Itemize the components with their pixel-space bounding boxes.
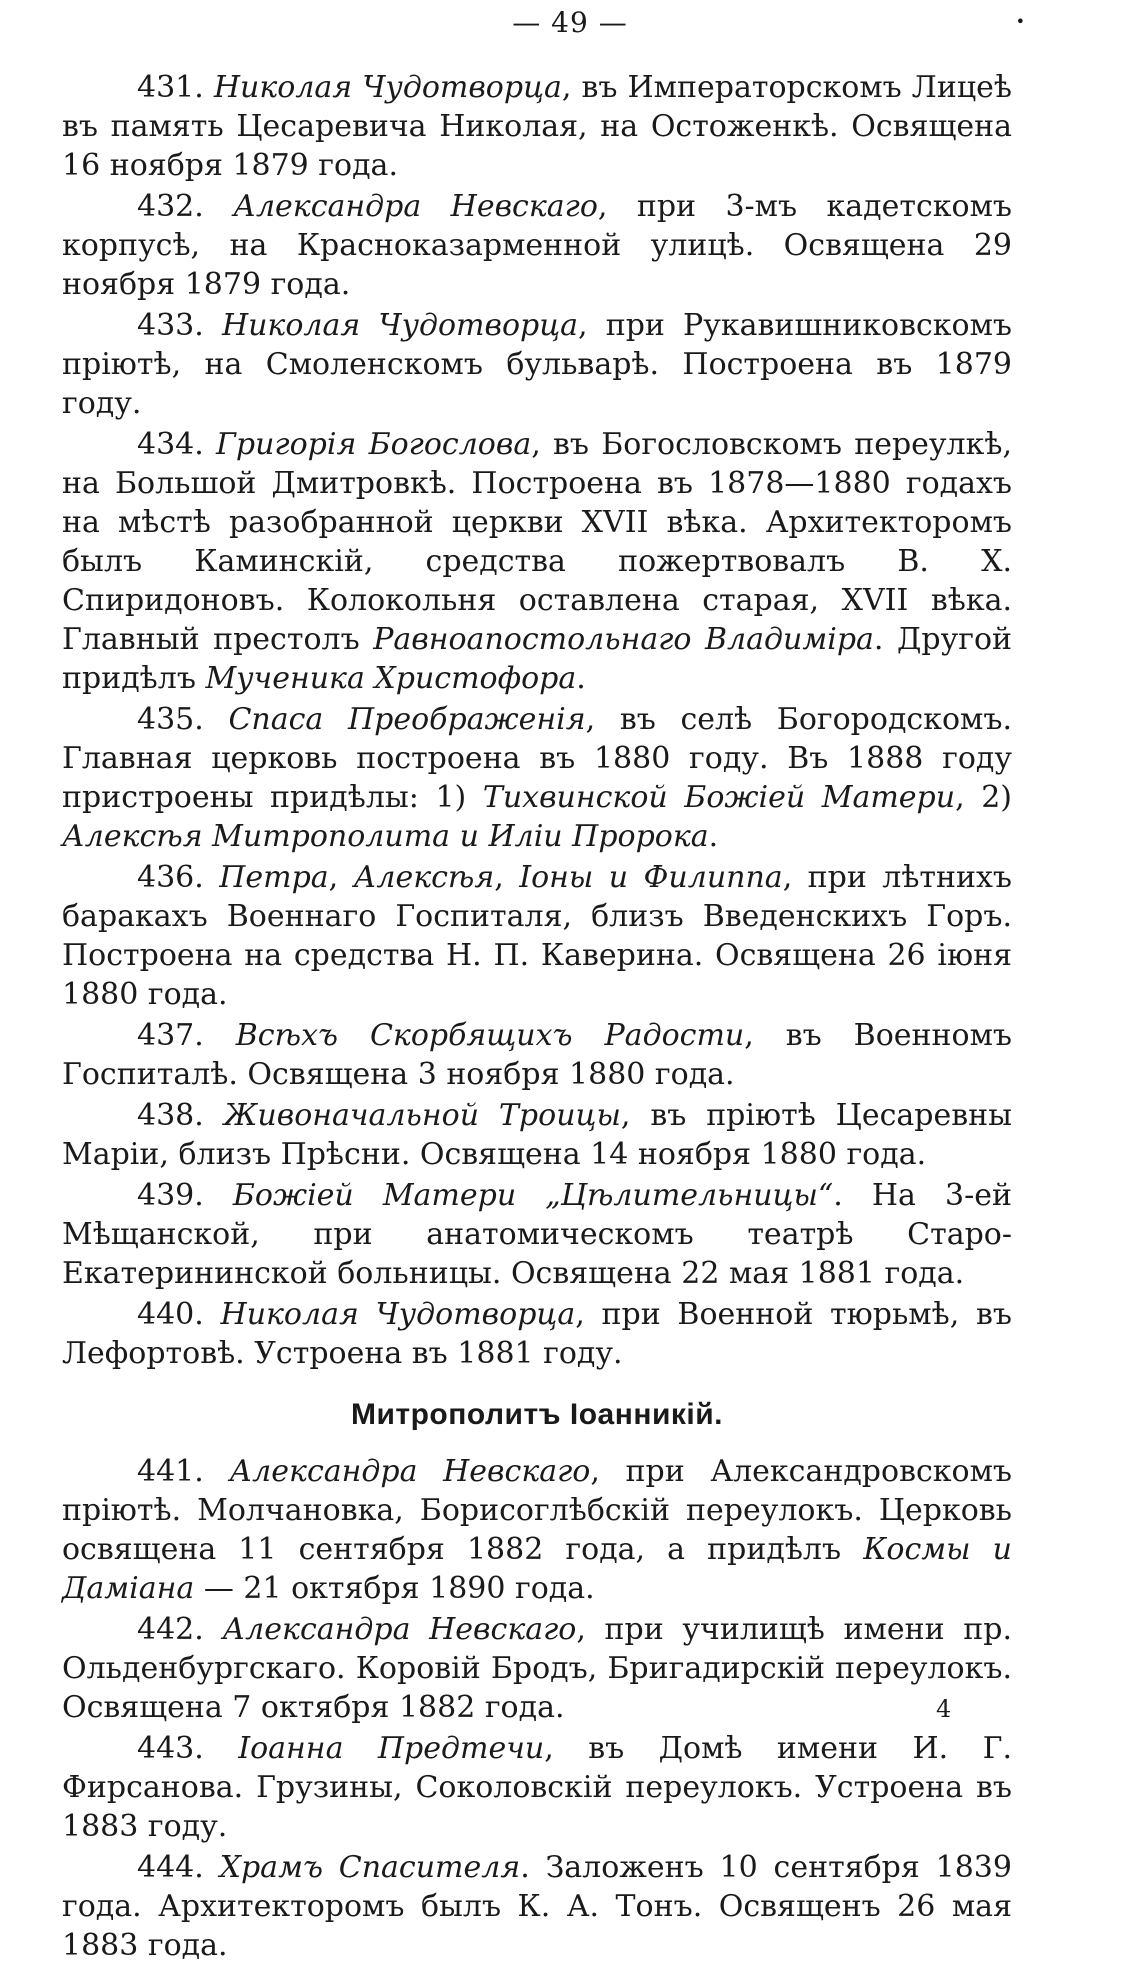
entry-text: , въ Военномъ Госпиталѣ. Освящена 3 ноября 1880 года. [62, 1018, 1012, 1092]
church-name: Александра Невскаго [233, 189, 598, 224]
church-name: Николая Чудотворца [213, 70, 562, 105]
church-name: Николая Чудотворца [220, 1297, 576, 1332]
entry-text: , въ селѣ Богородскомъ. Главная церковь построена въ 1880 году. Въ 1888 году пристроены придѣлы: 1) [62, 702, 1012, 815]
entry-text: , при Военной тюрьмѣ, въ Лефортовѣ. Устроена въ 1881 году. [62, 1297, 1012, 1371]
entry-text: . Заложенъ 10 сентября 1839 года. Архитекторомъ былъ К. А. Тонъ. Освященъ 26 мая 1883 года. [62, 1850, 1012, 1963]
entry-text: , въ Императорскомъ Лицеѣ въ память Цесаревича Николая, на Остоженкѣ. Освящена 16 ноября 1879 года. [62, 70, 1012, 183]
entry-number: 435. [137, 702, 204, 737]
chapel-name: Тихвинской Божіей Матери [482, 780, 956, 815]
entry-440 [62, 1295, 1012, 1373]
corner-mark: • [1015, 12, 1025, 31]
altar-name: Равноапостольнаго Владиміра [373, 622, 874, 657]
entry-text: , въ пріютѣ Цесаревны Маріи, близъ Прѣсни. Освящена 14 ноября 1880 года. [62, 1098, 1013, 1172]
entry-number: 444. [137, 1850, 204, 1885]
separator: , [494, 860, 520, 895]
entry-text: , при училищѣ имени пр. Ольденбургскаго. Коровій Бродъ, Бригадирскій переулокъ. Освящена 7 октября 1882 года. [62, 1612, 1013, 1725]
chapel-name: Космы и Даміана [62, 1532, 1013, 1606]
entry-text: — 21 октября 1890 года. [194, 1571, 595, 1606]
entry-number: 437. [137, 1018, 204, 1053]
church-name: Іоанна Предтечи [238, 1731, 545, 1766]
entry-text: . Другой придѣлъ [62, 622, 1012, 696]
church-name: Николая Чудотворца [221, 308, 579, 343]
entry-number: 433. [137, 308, 204, 343]
entry-443 [62, 1729, 1012, 1846]
entry-number: 436. [137, 860, 204, 895]
entry-442 [62, 1610, 1012, 1727]
entry-433 [62, 306, 1012, 423]
entry-number: 431. [137, 70, 204, 105]
entry-number: 432. [137, 189, 204, 224]
entry-435 [62, 700, 1012, 856]
entry-number: 439. [137, 1178, 204, 1213]
entry-text: . На 3-ей Мѣщанской, при анатомическомъ театрѣ Старо-Екатерининской больницы. Освящена 22 мая 1881 года. [62, 1178, 1012, 1291]
entry-text: . [708, 819, 719, 854]
entry-439 [62, 1176, 1012, 1293]
entry-431 [62, 68, 1012, 185]
entry-number: 442. [137, 1612, 204, 1647]
church-name: Храмъ Спасителя [219, 1850, 521, 1885]
church-name: Григорія Богослова [216, 427, 532, 462]
entry-444 [62, 1848, 1012, 1965]
entry-number: 438. [137, 1098, 204, 1133]
entry-441 [62, 1452, 1012, 1608]
church-name: Іоны и Филиппа [519, 860, 783, 895]
church-name: Живоначальной Троицы [223, 1098, 621, 1133]
entry-434 [62, 425, 1012, 698]
entry-text: , при лѣтнихъ баракахъ Военнаго Госпиталя, близъ Введенскихъ Горъ. Построена на средства Н. П. Каверина. Освящена 26 іюня 1880 года. [62, 860, 1012, 1012]
church-name: Божіей Матери „Цѣлительницы“ [232, 1178, 834, 1213]
entry-text: , въ Домѣ имени И. Г. Фирсанова. Грузины, Соколовскій переулокъ. Устроена въ 1883 году. [62, 1731, 1012, 1844]
church-name: Петра [219, 860, 329, 895]
entry-text: . [576, 661, 586, 696]
page-number: — 49 — [512, 6, 628, 39]
page-body [62, 68, 1012, 1967]
entry-text: , при Александровскомъ пріютѣ. Молчановка, Борисоглѣбскій переулокъ. Церковь освящена 11 сентября 1882 года, а придѣлъ [62, 1454, 1012, 1567]
entry-number: 443. [137, 1731, 204, 1766]
church-name: Спаса Преображенія [228, 702, 586, 737]
church-name: Александра Невскаго [229, 1454, 591, 1489]
entry-number: 441. [137, 1454, 204, 1489]
chapel-name: Мученика Христофора [205, 661, 577, 696]
church-name: Алексѣя [353, 860, 495, 895]
entry-437 [62, 1016, 1012, 1094]
church-name: Александра Невскаго [222, 1612, 577, 1647]
entry-436 [62, 858, 1012, 1014]
entry-text: , при 3-мъ кадетскомъ корпусѣ, на Красноказарменной улицѣ. Освящена 29 ноября 1879 года. [62, 189, 1013, 302]
separator: , [328, 860, 354, 895]
entry-438 [62, 1096, 1012, 1174]
entry-text: , въ Богословскомъ переулкѣ, на Большой Дмитровкѣ. Построена въ 1878—1880 годахъ на мѣстѣ разобранной церкви XVII вѣка. Архитекторомъ былъ Каминскій, средства пожертвовалъ В. Х. Спиридоновъ. Колокольня оставлена старая, XVII вѣка. Главный престолъ [62, 427, 1012, 657]
entry-text: , при Рукавишниковскомъ пріютѣ, на Смоленскомъ бульварѣ. Построена въ 1879 году. [62, 308, 1013, 421]
chapel-name: Алексѣя Митрополита и Иліи Пророка [62, 819, 709, 854]
entry-number: 440. [137, 1297, 204, 1332]
entry-text: , 2) [955, 780, 1012, 815]
signature-mark: 4 [936, 1695, 952, 1723]
entry-432 [62, 187, 1012, 304]
section-heading: Митрополитъ Іоанникій. [350, 1398, 724, 1431]
church-name: Всѣхъ Скорбящихъ Радости [235, 1018, 745, 1053]
entry-number: 434. [137, 427, 204, 462]
